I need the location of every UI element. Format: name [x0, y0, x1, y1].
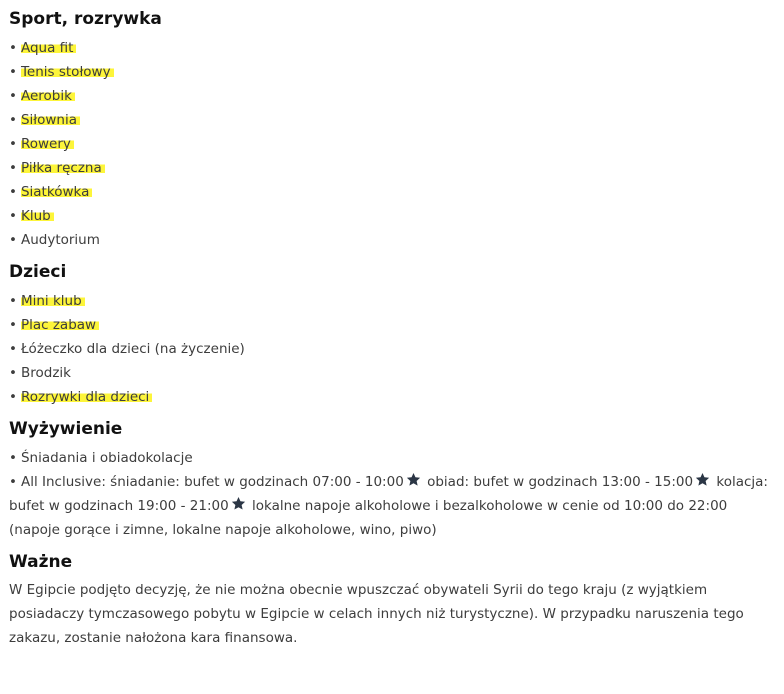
sport-heading: Sport, rozrywka — [9, 9, 162, 29]
star-icon — [231, 496, 246, 511]
list-item-text: Plac zabaw — [21, 317, 99, 333]
list-item-text: Mini klub — [21, 293, 85, 309]
important-heading: Ważne — [9, 552, 73, 572]
list-item-text: Śniadania i obiadokolacje — [20, 450, 193, 466]
food-list — [9, 446, 775, 470]
list-item-text: Aqua fit — [21, 40, 76, 56]
bullet: • — [9, 136, 17, 152]
list-item — [9, 156, 775, 180]
sport-list — [9, 36, 775, 252]
list-item — [9, 289, 775, 313]
bullet: • — [9, 64, 17, 80]
list-item-text: Audytorium — [20, 232, 100, 248]
list-item — [9, 361, 775, 385]
meal-dinner: kolacja: bufet w godzinach 19:00 - 21:00 — [9, 474, 768, 514]
star-icon — [406, 472, 421, 487]
important-text: W Egipcie podjęto decyzję, że nie można obecnie wpuszczać obywateli Syrii do tego kraju (z wyjątkiem posiadaczy tymczasowego pobytu w Egipcie w celach innych niż turystyczne). W przypadku naruszenia tego zakazu, zostanie nałożona kara finansowa. — [9, 582, 744, 646]
bullet: • — [9, 208, 17, 224]
bullet: • — [9, 232, 17, 248]
bullet: • — [9, 293, 17, 309]
meal-breakfast: All Inclusive: śniadanie: bufet w godzinach 07:00 - 10:00 — [20, 474, 404, 490]
list-item-text: Rozrywki dla dzieci — [21, 389, 152, 405]
list-item-text: Rowery — [21, 136, 74, 152]
list-item-text: Brodzik — [20, 365, 71, 381]
kids-heading: Dzieci — [9, 262, 67, 282]
bullet: • — [9, 389, 17, 405]
bullet: • — [9, 88, 17, 104]
list-item — [9, 228, 775, 252]
list-item — [9, 337, 775, 361]
list-item-text: Tenis stołowy — [21, 64, 114, 80]
meal-lunch: obiad: bufet w godzinach 13:00 - 15:00 — [427, 474, 694, 490]
list-item — [9, 313, 775, 337]
bullet: • — [9, 474, 17, 490]
bullet: • — [9, 112, 17, 128]
list-item — [9, 108, 775, 132]
list-item — [9, 60, 775, 84]
list-item — [9, 180, 775, 204]
list-item-text: Piłka ręczna — [21, 160, 105, 176]
list-item — [9, 132, 775, 156]
list-item-text: Łóżeczko dla dzieci (na życzenie) — [20, 341, 245, 357]
list-item-text: Klub — [21, 208, 54, 224]
list-item-text: Aerobik — [21, 88, 75, 104]
bullet: • — [9, 450, 17, 466]
list-item — [9, 385, 775, 409]
list-item — [9, 204, 775, 228]
list-item — [9, 84, 775, 108]
all-inclusive-item — [9, 470, 775, 542]
bullet: • — [9, 160, 17, 176]
list-item-text: Siłownia — [21, 112, 80, 128]
kids-list — [9, 289, 775, 409]
bullet: • — [9, 341, 17, 357]
bullet: • — [9, 317, 17, 333]
drinks-info: lokalne napoje alkoholowe i bezalkoholowe w cenie od 10:00 do 22:00 (napoje gorące i zimne, lokalne napoje alkoholowe, wino, piwo) — [9, 498, 728, 538]
list-item — [9, 446, 775, 470]
bullet: • — [9, 365, 17, 381]
star-icon — [695, 472, 710, 487]
bullet: • — [9, 40, 17, 56]
list-item-text: Siatkówka — [21, 184, 92, 200]
food-heading: Wyżywienie — [9, 419, 123, 439]
list-item — [9, 36, 775, 60]
bullet: • — [9, 184, 17, 200]
